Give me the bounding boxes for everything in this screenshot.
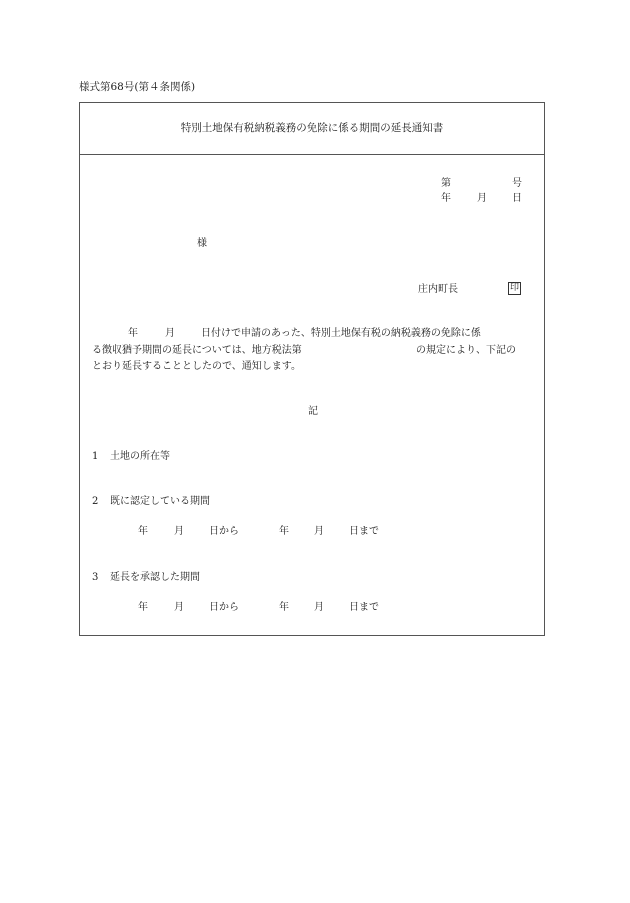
date-year: 年: [441, 193, 451, 204]
document-title: 特別土地保有税納税義務の免除に係る期間の延長通知書: [180, 122, 444, 134]
item-2-to-day: 日まで: [349, 526, 379, 537]
document-frame: [79, 102, 545, 636]
recipient-suffix: 様: [197, 238, 207, 249]
item-2-to-year: 年: [279, 526, 289, 537]
doc-number-suffix: 号: [512, 178, 522, 189]
body-line3: とおり延長することとしたので、通知します。: [92, 361, 301, 372]
item-1-label: 土地の所在等: [110, 451, 170, 462]
ki-heading: 記: [308, 406, 318, 417]
item-3-to-day: 日まで: [349, 602, 379, 613]
item-3-from-day: 日から: [209, 602, 239, 613]
title-divider: [80, 154, 544, 155]
body-line1-rest: 日付けで申請のあった、特別土地保有税の納税義務の免除に係: [201, 328, 481, 339]
item-2-from-year: 年: [138, 526, 148, 537]
item-2-to-month: 月: [314, 526, 324, 537]
seal-mark: 印: [509, 283, 519, 293]
form-label: 様式第68号(第４条関係): [79, 81, 196, 93]
item-2-label: 既に認定している期間: [110, 496, 210, 507]
item-2-from-day: 日から: [209, 526, 239, 537]
item-3-label: 延長を承認した期間: [110, 572, 200, 583]
date-month: 月: [477, 193, 487, 204]
body-line2-post: の規定により、下記の: [416, 345, 516, 356]
item-3-from-month: 月: [174, 602, 184, 613]
item-3-from-year: 年: [138, 602, 148, 613]
item-2-number: 2: [92, 496, 99, 507]
doc-number-prefix: 第: [441, 178, 451, 189]
item-3-number: 3: [92, 572, 99, 583]
item-1-number: 1: [92, 451, 99, 462]
body-line1-month: 月: [165, 328, 175, 339]
sender-name: 庄内町長: [418, 284, 458, 295]
item-2-from-month: 月: [174, 526, 184, 537]
item-3-to-month: 月: [314, 602, 324, 613]
body-line1-year: 年: [128, 328, 138, 339]
body-line2-pre: る徴収猶予期間の延長については、地方税法第: [92, 345, 302, 356]
date-day: 日: [512, 193, 522, 204]
item-3-to-year: 年: [279, 602, 289, 613]
